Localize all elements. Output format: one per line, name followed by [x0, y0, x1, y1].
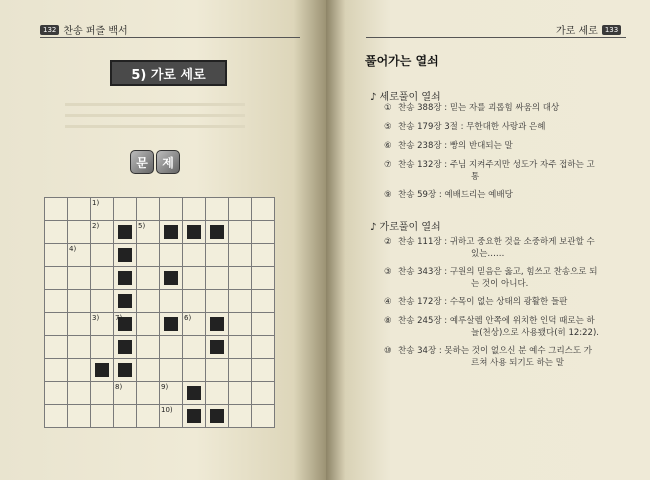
black-square — [118, 294, 132, 308]
clue-continuation: 는 것이 아니다. — [471, 279, 529, 289]
grid-cell — [45, 336, 68, 359]
grid-cell — [183, 405, 206, 428]
grid-cell — [114, 313, 137, 336]
grid-cell — [68, 359, 91, 382]
grid-cell — [91, 359, 114, 382]
black-square — [118, 340, 132, 354]
grid-cell — [229, 336, 252, 359]
grid-cell — [91, 382, 114, 405]
clue-num: ⑤ — [384, 122, 392, 132]
grid-cell — [45, 359, 68, 382]
grid-cell — [252, 313, 275, 336]
clue-text: 찬송 34장 : 못하는 것이 없으신 분 예수 그리스도 가 — [398, 346, 593, 356]
grid-cell — [137, 290, 160, 313]
grid-cell — [45, 244, 68, 267]
grid-cell — [45, 267, 68, 290]
grid-cell — [183, 244, 206, 267]
black-square — [187, 225, 201, 239]
grid-cell — [68, 382, 91, 405]
grid-cell — [45, 221, 68, 244]
black-square — [187, 386, 201, 400]
section-title — [365, 52, 439, 69]
grid-cell — [183, 290, 206, 313]
left-page-number: 132 — [40, 25, 59, 35]
grid-cell — [183, 359, 206, 382]
grid-cell — [206, 313, 229, 336]
grid-cell — [68, 198, 91, 221]
grid-cell — [68, 336, 91, 359]
grid-cell — [68, 244, 91, 267]
grid-row — [45, 336, 275, 359]
right-header — [556, 22, 621, 37]
clue-number: 6) — [184, 314, 192, 322]
black-square — [164, 225, 178, 239]
grid-cell — [206, 336, 229, 359]
right-header-rule — [366, 37, 626, 38]
black-square — [164, 271, 178, 285]
clue-item — [384, 102, 624, 114]
grid-cell — [252, 267, 275, 290]
clue-text: 찬송 59장 : 예배드리는 예배당 — [398, 190, 513, 200]
clue-text: 찬송 343장 : 구원의 믿음은 옳고, 힘쓰고 찬송으로 되 — [398, 267, 598, 277]
grid-cell — [160, 290, 183, 313]
clue-item — [384, 189, 624, 201]
clue-continuation: 통 — [471, 172, 480, 182]
grid-cell — [114, 244, 137, 267]
clue-item — [384, 345, 624, 369]
grid-cell — [160, 221, 183, 244]
grid-cell — [252, 198, 275, 221]
grid-cell — [91, 336, 114, 359]
grid-cell — [206, 290, 229, 313]
right-header-title: 가로 세로 — [556, 26, 598, 37]
grid-cell — [160, 267, 183, 290]
grid-cell — [68, 313, 91, 336]
clue-item — [384, 121, 624, 133]
grid-cell — [183, 382, 206, 405]
clue-num: ③ — [384, 267, 392, 277]
grid-cell — [114, 290, 137, 313]
grid-cell — [183, 313, 206, 336]
grid-cell — [68, 221, 91, 244]
grid-cell — [206, 405, 229, 428]
clue-text: 찬송 179장 3절 : 무한대한 사랑과 은혜 — [398, 122, 546, 132]
grid-cell — [183, 267, 206, 290]
grid-cell — [45, 313, 68, 336]
grid-cell — [68, 267, 91, 290]
clue-number: 1) — [92, 199, 100, 207]
clue-text: 찬송 172장 : 수목이 없는 상태의 광활한 들판 — [398, 297, 568, 307]
section-title-text: 풀어가는 열쇠 — [365, 54, 439, 68]
grid-cell — [252, 382, 275, 405]
grid-cell — [160, 359, 183, 382]
grid-cell — [229, 244, 252, 267]
grid-cell — [68, 405, 91, 428]
black-square — [118, 363, 132, 377]
clue-number: 3) — [92, 314, 100, 322]
clue-text: 찬송 238장 : 빵의 반대되는 말 — [398, 141, 513, 151]
grid-cell — [137, 267, 160, 290]
grid-row — [45, 267, 275, 290]
grid-cell — [229, 290, 252, 313]
clue-number: 8) — [115, 383, 123, 391]
grid-cell — [183, 336, 206, 359]
grid-cell — [229, 221, 252, 244]
clue-item — [384, 315, 624, 339]
clue-text: 찬송 111장 : 귀하고 중요한 것을 소중하게 보관할 수 — [398, 237, 595, 247]
grid-cell — [91, 198, 114, 221]
grid-cell — [183, 221, 206, 244]
grid-cell — [160, 313, 183, 336]
vertical-heading: ♪ 세로풀이 열쇠 — [370, 92, 441, 103]
clue-num: ⑥ — [384, 141, 392, 151]
grid-row — [45, 382, 275, 405]
grid-row — [45, 313, 275, 336]
clue-number: 4) — [69, 245, 77, 253]
grid-row — [45, 290, 275, 313]
clue-num: ⑨ — [384, 190, 392, 200]
grid-cell — [137, 336, 160, 359]
grid-row — [45, 405, 275, 428]
clue-text: 찬송 132장 : 주님 지켜주지만 성도가 자주 접하는 고 — [398, 160, 595, 170]
crossword-grid — [44, 197, 275, 428]
grid-cell — [137, 221, 160, 244]
clue-num: ⑧ — [384, 316, 392, 326]
grid-cell — [137, 313, 160, 336]
grid-cell — [91, 405, 114, 428]
grid-cell — [91, 267, 114, 290]
grid-cell — [229, 198, 252, 221]
black-square — [210, 409, 224, 423]
problem-badge — [130, 150, 180, 174]
grid-cell — [252, 221, 275, 244]
grid-cell — [114, 267, 137, 290]
grid-cell — [229, 382, 252, 405]
clue-num: ⑦ — [384, 160, 392, 170]
clue-number: 9) — [161, 383, 169, 391]
clue-text: 찬송 245장 : 예루살렘 안쪽에 위치한 인덕 때로는 하 — [398, 316, 595, 326]
grid-cell — [229, 313, 252, 336]
black-square — [164, 317, 178, 331]
grid-cell — [206, 267, 229, 290]
grid-cell — [45, 198, 68, 221]
grid-cell — [252, 244, 275, 267]
grid-cell — [114, 359, 137, 382]
clue-item — [384, 236, 624, 260]
grid-cell — [137, 359, 160, 382]
grid-cell — [91, 313, 114, 336]
grid-cell — [91, 290, 114, 313]
grid-row — [45, 359, 275, 382]
grid-cell — [252, 359, 275, 382]
horizontal-heading: ♪ 가로풀이 열쇠 — [370, 222, 441, 233]
clue-num: ⑩ — [384, 346, 392, 356]
clue-continuation: 있는…… — [471, 249, 505, 259]
black-square — [210, 340, 224, 354]
grid-cell — [137, 382, 160, 405]
clue-item — [384, 296, 624, 308]
clue-item — [384, 159, 624, 183]
grid-cell — [160, 198, 183, 221]
grid-cell — [252, 290, 275, 313]
grid-cell — [45, 382, 68, 405]
faded-text — [65, 95, 265, 145]
grid-cell — [229, 405, 252, 428]
grid-cell — [206, 382, 229, 405]
grid-cell — [114, 198, 137, 221]
clue-number: 7) — [115, 314, 123, 322]
grid-row — [45, 244, 275, 267]
grid-cell — [137, 244, 160, 267]
grid-cell — [137, 198, 160, 221]
black-square — [118, 248, 132, 262]
black-square — [187, 409, 201, 423]
left-header-rule — [40, 37, 300, 38]
grid-cell — [91, 244, 114, 267]
left-header — [40, 22, 128, 37]
grid-cell — [45, 290, 68, 313]
grid-cell — [160, 336, 183, 359]
clue-num: ④ — [384, 297, 392, 307]
grid-cell — [183, 198, 206, 221]
grid-cell — [252, 405, 275, 428]
black-square — [118, 271, 132, 285]
grid-cell — [160, 382, 183, 405]
right-page-number: 133 — [602, 25, 621, 35]
grid-cell — [252, 336, 275, 359]
black-square — [118, 225, 132, 239]
grid-cell — [114, 221, 137, 244]
clue-continuation: 르쳐 사용 되기도 하는 말 — [471, 358, 564, 368]
black-square — [95, 363, 109, 377]
clue-num: ① — [384, 103, 392, 113]
left-header-title: 찬송 퍼즐 백서 — [63, 26, 128, 37]
grid-cell — [114, 405, 137, 428]
grid-cell — [160, 405, 183, 428]
clue-item — [384, 266, 624, 290]
clue-number: 5) — [138, 222, 146, 230]
clue-num: ② — [384, 237, 392, 247]
grid-cell — [68, 290, 91, 313]
grid-cell — [114, 336, 137, 359]
clue-text: 찬송 388장 : 믿는 자를 괴롭힘 싸움의 대상 — [398, 103, 560, 113]
grid-cell — [91, 221, 114, 244]
grid-cell — [114, 382, 137, 405]
grid-cell — [160, 244, 183, 267]
badge-char: 문 — [130, 150, 154, 174]
grid-cell — [229, 359, 252, 382]
grid-cell — [206, 244, 229, 267]
clue-continuation: 늘(천상)으로 사용됐다(히 12:22). — [471, 328, 599, 338]
grid-cell — [206, 359, 229, 382]
puzzle-title: 5) 가로 세로 — [110, 60, 227, 86]
grid-row — [45, 198, 275, 221]
grid-cell — [206, 221, 229, 244]
grid-cell — [137, 405, 160, 428]
grid-cell — [45, 405, 68, 428]
clue-number: 2) — [92, 222, 100, 230]
grid-row — [45, 221, 275, 244]
clue-item — [384, 140, 624, 152]
grid-cell — [229, 267, 252, 290]
black-square — [210, 317, 224, 331]
grid-cell — [206, 198, 229, 221]
black-square — [210, 225, 224, 239]
clue-number: 10) — [161, 406, 173, 414]
badge-char: 제 — [156, 150, 180, 174]
